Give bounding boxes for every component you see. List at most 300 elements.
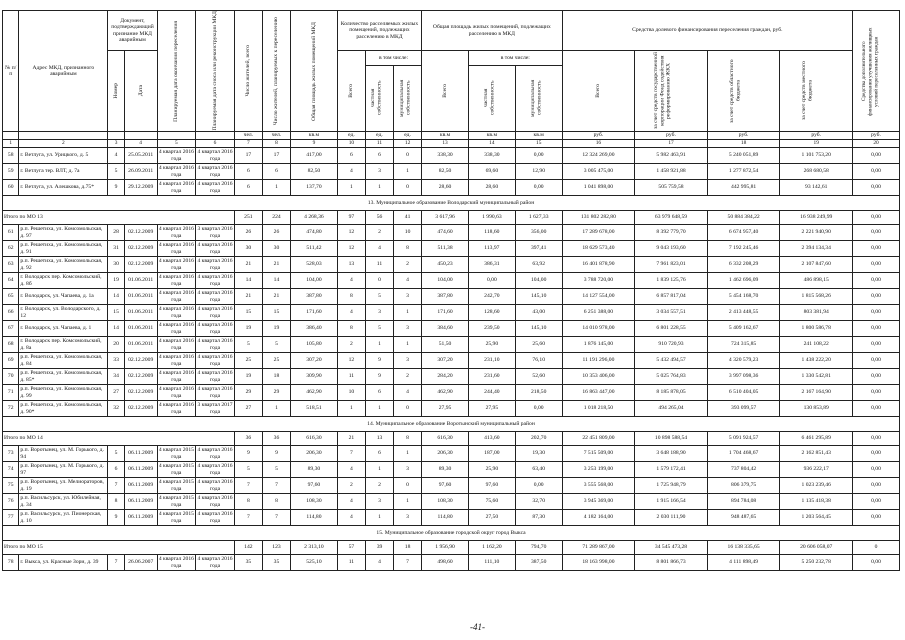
total-cell: 794,70 xyxy=(515,541,562,555)
address-cell: г. Ветлуга, ул. Урицкого, д. 5 xyxy=(19,148,108,164)
table-cell: 6 xyxy=(365,385,393,401)
table-cell: 1 915 166,54 xyxy=(635,494,708,510)
table-cell: 6 801 228,55 xyxy=(635,321,708,337)
table-cell: 69,60 xyxy=(468,164,515,180)
total-cell: 5 091 924,57 xyxy=(707,432,780,446)
address-cell: г. Володарск, ул. Чапаева, д. 1а xyxy=(19,289,108,305)
table-cell: 0,00 xyxy=(853,241,900,257)
unit-cell: руб. xyxy=(635,132,708,140)
header-area-including: в том числе: xyxy=(468,51,562,66)
total-cell: 50 884 384,22 xyxy=(707,211,780,225)
table-cell: 28,60 xyxy=(468,180,515,196)
table-row xyxy=(3,164,900,180)
table-cell: 6 857 817,04 xyxy=(635,289,708,305)
table-cell: 0,00 xyxy=(853,353,900,369)
table-cell: 128,60 xyxy=(468,305,515,321)
table-cell: 4 квартал 2016 года xyxy=(158,165,194,178)
unit-cell: кв.м xyxy=(291,132,338,140)
column-number-cell: 4 xyxy=(124,140,157,148)
column-number-cell: 1 xyxy=(3,140,19,148)
total-cell: 22 451 809,00 xyxy=(562,432,635,446)
table-cell: 65 xyxy=(3,289,19,305)
total-cell: 20 606 058,07 xyxy=(780,541,853,555)
table-cell: 51,50 xyxy=(422,337,469,353)
table-cell: 1 839 125,76 xyxy=(635,273,708,289)
table-cell: 58 xyxy=(3,148,19,164)
table-cell: 6 xyxy=(108,462,124,478)
table-cell: 59 xyxy=(3,164,19,180)
address-cell: р.п. Решетиха, ул. Комсомольская, д. 85* xyxy=(19,369,108,385)
table-cell: 309,90 xyxy=(291,369,338,385)
table-cell: 6 510 404,05 xyxy=(707,385,780,401)
table-cell: 1 xyxy=(262,180,290,196)
table-cell: 0,00 xyxy=(853,510,900,526)
table-cell: 2 xyxy=(394,369,422,385)
table-cell: 111,10 xyxy=(468,555,515,571)
unit-cell: руб. xyxy=(562,132,635,140)
table-row xyxy=(3,321,900,337)
table-cell: 74 xyxy=(3,462,19,478)
table-cell: 130 853,89 xyxy=(780,401,853,417)
total-cell: 8 xyxy=(394,432,422,446)
table-cell: 3 648 188,90 xyxy=(635,446,708,462)
table-cell: 02.12.2009 xyxy=(124,385,157,401)
table-cell: 3 xyxy=(394,321,422,337)
table-cell: 6 xyxy=(234,164,262,180)
table-cell: 1 704 468,67 xyxy=(707,446,780,462)
table-body xyxy=(3,148,900,571)
table-cell: 105,80 xyxy=(291,337,338,353)
table-cell: 27,95 xyxy=(422,401,469,417)
table-cell: 8 801 866,73 xyxy=(635,555,708,571)
table-cell: 1 203 564,45 xyxy=(780,510,853,526)
page-mark: -41- xyxy=(470,622,485,632)
table-row xyxy=(3,337,900,353)
table-cell: 9 xyxy=(365,353,393,369)
table-cell: 3 квартал 2017 года xyxy=(197,402,233,415)
table-cell: 268 680,58 xyxy=(780,164,853,180)
unit-cell: кв.м xyxy=(468,132,515,140)
table-cell: 4 xyxy=(337,462,365,478)
table-cell: 27,50 xyxy=(468,510,515,526)
table-cell: 0,00 xyxy=(853,462,900,478)
table-cell: 5 xyxy=(234,462,262,478)
unit-cell: руб. xyxy=(707,132,780,140)
table-cell: 2 xyxy=(337,478,365,494)
table-cell: 1 438 222,20 xyxy=(780,353,853,369)
section-title: 13. Муниципальное образование Володарский муниципальный район xyxy=(3,196,900,211)
table-cell: 6 674 957,40 xyxy=(707,225,780,241)
total-cell: 202,70 xyxy=(515,432,562,446)
table-cell: 384,60 xyxy=(422,321,469,337)
table-row xyxy=(3,148,900,164)
table-cell: 2 162 851,43 xyxy=(780,446,853,462)
table-row xyxy=(3,385,900,401)
table-cell: 6 332 208,29 xyxy=(707,257,780,273)
table-cell: 4 квартал 2015 года xyxy=(158,463,194,476)
table-cell: 67 xyxy=(3,321,19,337)
table-cell: 32 xyxy=(108,401,124,417)
table-cell: 9 xyxy=(108,180,124,196)
table-row xyxy=(3,494,900,510)
address-cell: р.п. Васильсурск, ул. Пионерская, д. 10 xyxy=(19,510,108,526)
table-cell: 9 xyxy=(365,369,393,385)
table-cell: 1 xyxy=(337,180,365,196)
table-cell: 1 018 218,50 xyxy=(562,401,635,417)
table-cell: 75,60 xyxy=(468,494,515,510)
table-cell: 77 xyxy=(3,510,19,526)
table-cell: 3 xyxy=(394,510,422,526)
table-cell: 0,00 xyxy=(853,257,900,273)
table-row xyxy=(3,401,900,417)
table-cell: 4 квартал 2016 года xyxy=(197,447,233,460)
table-cell: 5 xyxy=(262,337,290,353)
column-number-cell: 17 xyxy=(635,140,708,148)
table-cell: 338,30 xyxy=(422,148,469,164)
table-cell: 01.06.2011 xyxy=(124,273,157,289)
address-cell: г. Выкса, ул. Красные Зори, д. 39 xyxy=(19,555,108,571)
total-cell: 2 313,10 xyxy=(291,541,338,555)
table-cell: 474,80 xyxy=(291,225,338,241)
table-cell: 4 квартал 2015 года xyxy=(158,511,194,524)
section-row xyxy=(3,526,900,541)
table-cell: 0,00 xyxy=(853,446,900,462)
table-cell: 803 381,94 xyxy=(780,305,853,321)
table-cell: 2 221 940,90 xyxy=(780,225,853,241)
table-cell: 7 xyxy=(262,510,290,526)
table-cell: 9 xyxy=(262,446,290,462)
header-residents-planned: Число жителей, планируемых к переселению xyxy=(273,16,280,126)
total-cell: 142 xyxy=(234,541,262,555)
table-cell: 12,90 xyxy=(515,164,562,180)
total-cell: 616,30 xyxy=(422,432,469,446)
table-cell: 231,10 xyxy=(468,353,515,369)
total-cell: 413,60 xyxy=(468,432,515,446)
total-cell: 131 802 282,80 xyxy=(562,211,635,225)
header-plan-demolish: Планируемая дата сноса или реконструкции МКД xyxy=(211,11,218,131)
header-funds-total: Всего xyxy=(595,84,602,98)
table-cell: 63,40 xyxy=(515,462,562,478)
table-cell: 33 xyxy=(108,353,124,369)
table-cell: 4 квартал 2016 года xyxy=(158,402,194,415)
total-cell: 3 617,96 xyxy=(422,211,469,225)
section-title: 15. Муниципальное образование городской округ город Выкса xyxy=(3,526,900,541)
table-cell: 5 409 162,67 xyxy=(707,321,780,337)
table-cell: 7 xyxy=(394,555,422,571)
table-cell: 4 квартал 2016 года xyxy=(158,338,194,351)
header-doc-date: Дата xyxy=(137,85,144,97)
table-cell: 505 759,58 xyxy=(635,180,708,196)
table-cell: 06.11.2009 xyxy=(124,494,157,510)
table-cell: 28 xyxy=(108,225,124,241)
header-doc: Документ, подтверждающий признание МКД аварийным xyxy=(108,11,157,51)
table-cell: 3 034 557,51 xyxy=(635,305,708,321)
table-cell: 14 xyxy=(234,273,262,289)
unit-cell: кв.м xyxy=(422,132,469,140)
table-cell: 26.09.2011 xyxy=(124,164,157,180)
unit-cell xyxy=(19,132,108,140)
column-number-cell: 15 xyxy=(515,140,562,148)
table-cell: 0,00 xyxy=(515,148,562,164)
table-cell: 1 xyxy=(394,494,422,510)
table-cell: 10 xyxy=(337,385,365,401)
table-cell: 15 xyxy=(234,305,262,321)
table-cell: 307,20 xyxy=(422,353,469,369)
table-cell: 01.06.2011 xyxy=(124,289,157,305)
table-cell: 4 квартал 2016 года xyxy=(197,479,233,492)
table-cell: 910 720,93 xyxy=(635,337,708,353)
table-cell: 31 xyxy=(108,241,124,257)
table-cell: 4 xyxy=(337,305,365,321)
table-cell: 8 xyxy=(394,241,422,257)
table-cell: 4 xyxy=(337,494,365,510)
table-cell: 1 xyxy=(394,446,422,462)
header-funds-local: за счет средств местного бюджета xyxy=(801,61,814,121)
table-cell: 4 квартал 2016 года xyxy=(158,181,194,194)
address-cell: р.п. Решетиха, ул. Комсомольская, д. 92 xyxy=(19,257,108,273)
section-row xyxy=(3,196,900,211)
table-cell: 0,00 xyxy=(853,164,900,180)
address-cell: р.п. Решетиха, ул. Комсомольская, д. 90* xyxy=(19,401,108,417)
table-cell: 30 xyxy=(262,241,290,257)
table-cell: 145,10 xyxy=(515,321,562,337)
table-cell: 137,70 xyxy=(291,180,338,196)
unit-cell: чел. xyxy=(234,132,262,140)
table-cell: 4 квартал 2016 года xyxy=(197,165,233,178)
table-cell: 26 xyxy=(234,225,262,241)
document-sheet xyxy=(0,10,905,571)
table-cell: 18 xyxy=(262,369,290,385)
table-cell: 7 961 823,01 xyxy=(635,257,708,273)
table-cell: 0 xyxy=(394,148,422,164)
table-cell: 0,00 xyxy=(853,385,900,401)
table-cell: 1 725 948,79 xyxy=(635,478,708,494)
table-cell: 4 квартал 2016 года xyxy=(158,226,194,239)
table-row xyxy=(3,273,900,289)
table-cell: 4 xyxy=(337,273,365,289)
address-cell: р.п. Решетиха, ул. Комсомольская, д. 91 xyxy=(19,241,108,257)
table-cell: 5 xyxy=(365,289,393,305)
table-cell: 1 xyxy=(365,401,393,417)
table-cell: 27,95 xyxy=(468,401,515,417)
table-cell: 518,51 xyxy=(291,401,338,417)
table-row xyxy=(3,257,900,273)
table-cell: 19 xyxy=(234,321,262,337)
table-cell: 2 413 448,55 xyxy=(707,305,780,321)
column-number-cell: 14 xyxy=(468,140,515,148)
table-cell: 4 xyxy=(337,510,365,526)
unit-cell: ед. xyxy=(394,132,422,140)
table-cell: 1 xyxy=(365,337,393,353)
table-cell: 1 876 145,00 xyxy=(562,337,635,353)
table-cell: 113,97 xyxy=(468,241,515,257)
table-cell: 0,00 xyxy=(853,401,900,417)
table-cell: 284,20 xyxy=(422,369,469,385)
table-cell: 0,00 xyxy=(853,494,900,510)
table-cell: 171,60 xyxy=(422,305,469,321)
table-cell: 11 xyxy=(337,555,365,571)
table-cell: 4 квартал 2016 года xyxy=(158,149,194,162)
table-row xyxy=(3,510,900,526)
table-cell: 1 330 542,81 xyxy=(780,369,853,385)
table-cell: 206,30 xyxy=(291,446,338,462)
table-cell: 4 квартал 2015 года xyxy=(158,495,194,508)
table-cell: 4 квартал 2016 года xyxy=(158,370,194,383)
table-cell: 1 458 921,88 xyxy=(635,164,708,180)
table-cell: 4 квартал 2015 года xyxy=(158,447,194,460)
table-cell: 104,00 xyxy=(515,273,562,289)
column-number-cell: 19 xyxy=(780,140,853,148)
table-cell: 2 xyxy=(337,337,365,353)
table-cell: 12 xyxy=(337,353,365,369)
table-cell: 4 квартал 2016 года xyxy=(158,242,194,255)
table-cell: 27 xyxy=(108,385,124,401)
table-cell: 806 379,75 xyxy=(707,478,780,494)
table-cell: 76,10 xyxy=(515,353,562,369)
table-cell: 5 xyxy=(234,337,262,353)
table-cell: 43,00 xyxy=(515,305,562,321)
table-cell: 4 квартал 2016 года xyxy=(158,274,194,287)
total-cell: 224 xyxy=(262,211,290,225)
table-cell: 0,00 xyxy=(853,337,900,353)
table-cell: 1 xyxy=(394,164,422,180)
address-cell: р.п. Решетиха, ул. Комсомольская, д. 84 xyxy=(19,353,108,369)
table-cell: 9 xyxy=(108,510,124,526)
header-area-private: частная собственность xyxy=(482,80,496,116)
table-cell: 5 xyxy=(108,164,124,180)
header-doc-number: Номер xyxy=(112,83,119,99)
table-cell: 13 xyxy=(337,257,365,273)
units-row xyxy=(3,132,900,140)
table-cell: 0 xyxy=(365,273,393,289)
table-cell: 02.12.2009 xyxy=(124,401,157,417)
table-row xyxy=(3,478,900,494)
table-cell: 2 167 164,90 xyxy=(780,385,853,401)
table-cell: 0,00 xyxy=(468,273,515,289)
address-cell: г. Ветлуга тер. ВЛТ, д. 7а xyxy=(19,164,108,180)
table-cell: 29 xyxy=(262,385,290,401)
table-cell: 29 xyxy=(234,385,262,401)
table-row xyxy=(3,353,900,369)
column-number-cell: 9 xyxy=(291,140,338,148)
table-cell: 0,00 xyxy=(853,273,900,289)
table-cell: 3 xyxy=(394,353,422,369)
table-row xyxy=(3,241,900,257)
table-cell: 15 xyxy=(108,305,124,321)
table-cell: 244,40 xyxy=(468,385,515,401)
table-cell: 724 315,85 xyxy=(707,337,780,353)
total-row xyxy=(3,211,900,225)
table-cell: 25.05.2011 xyxy=(124,148,157,164)
table-cell: 1 579 172,41 xyxy=(635,462,708,478)
table-cell: 3 945 369,00 xyxy=(562,494,635,510)
table-cell: 12 xyxy=(337,225,365,241)
table-cell: 474,60 xyxy=(422,225,469,241)
table-cell: 462,90 xyxy=(422,385,469,401)
table-cell: 1 800 586,78 xyxy=(780,321,853,337)
total-cell: 1 956,90 xyxy=(422,541,469,555)
table-cell: 9 043 193,60 xyxy=(635,241,708,257)
table-cell: 19 xyxy=(108,273,124,289)
table-cell: 4 квартал 2016 года xyxy=(197,306,233,319)
table-cell: 5 240 051,89 xyxy=(707,148,780,164)
table-cell: 3 788 720,00 xyxy=(562,273,635,289)
table-cell: 30 xyxy=(108,257,124,273)
table-cell: 936 222,17 xyxy=(780,462,853,478)
header-count-private: частная собственность xyxy=(370,80,383,116)
column-number-cell: 18 xyxy=(707,140,780,148)
table-cell: 7 xyxy=(108,555,124,571)
table-cell: 393 099,57 xyxy=(707,401,780,417)
total-cell: 251 xyxy=(234,211,262,225)
table-row xyxy=(3,289,900,305)
table-cell: 0 xyxy=(394,401,422,417)
table-cell: 462,90 xyxy=(291,385,338,401)
table-cell: 450,23 xyxy=(422,257,469,273)
table-cell: 307,20 xyxy=(291,353,338,369)
table-cell: 4 квартал 2016 года xyxy=(197,463,233,476)
table-cell: 52,60 xyxy=(515,369,562,385)
table-cell: 2 xyxy=(394,257,422,273)
header-count-including: в том числе: xyxy=(365,51,421,66)
table-cell: 4 квартал 2016 года xyxy=(197,149,233,162)
table-cell: 6 xyxy=(337,148,365,164)
table-cell: 4 квартал 2016 года xyxy=(158,354,194,367)
table-cell: 1 xyxy=(262,401,290,417)
table-cell: 0,00 xyxy=(853,369,900,385)
total-cell: 123 xyxy=(262,541,290,555)
total-cell: 21 xyxy=(337,432,365,446)
table-cell: 4 квартал 2016 года xyxy=(158,290,194,303)
table-cell: 4 квартал 2016 года xyxy=(158,556,194,569)
table-cell: 3 xyxy=(365,494,393,510)
table-cell: 4 квартал 2016 года xyxy=(197,511,233,524)
table-cell: 114,80 xyxy=(422,510,469,526)
table-cell: 70 xyxy=(3,369,19,385)
table-row xyxy=(3,180,900,196)
table-cell: 4 квартал 2016 года xyxy=(197,556,233,569)
header-count-municipal: муниципальная собственность xyxy=(398,79,411,117)
column-numbers-row xyxy=(3,140,900,148)
table-cell: 3 xyxy=(394,462,422,478)
table-cell: 19 xyxy=(234,369,262,385)
total-cell: 18 xyxy=(394,541,422,555)
total-cell: 0,00 xyxy=(853,211,900,225)
table-cell: 18 629 573,40 xyxy=(562,241,635,257)
table-cell: 19 xyxy=(262,321,290,337)
table-cell: 97,60 xyxy=(468,478,515,494)
table-cell: 63,92 xyxy=(515,257,562,273)
table-cell: 6 xyxy=(262,164,290,180)
address-cell: г. Володарск пер. Комсомольский, д. 8а xyxy=(19,337,108,353)
table-cell: 71 xyxy=(3,385,19,401)
table-cell: 386,40 xyxy=(291,321,338,337)
table-cell: 29.12.2009 xyxy=(124,180,157,196)
unit-cell xyxy=(196,132,235,140)
table-cell: 6 xyxy=(365,446,393,462)
table-cell: 2 xyxy=(365,478,393,494)
table-cell: 4 квартал 2016 года xyxy=(197,354,233,367)
table-cell: 4 квартал 2016 года xyxy=(197,274,233,287)
table-cell: 4 квартал 2016 года xyxy=(197,338,233,351)
table-cell: 1 xyxy=(365,180,393,196)
table-cell: 16 401 878,90 xyxy=(562,257,635,273)
table-cell: 1 xyxy=(365,510,393,526)
table-cell: 17 xyxy=(262,148,290,164)
table-cell: 4 квартал 2016 года xyxy=(158,258,194,271)
table-cell: 11 191 296,00 xyxy=(562,353,635,369)
table-cell: 17 289 678,00 xyxy=(562,225,635,241)
